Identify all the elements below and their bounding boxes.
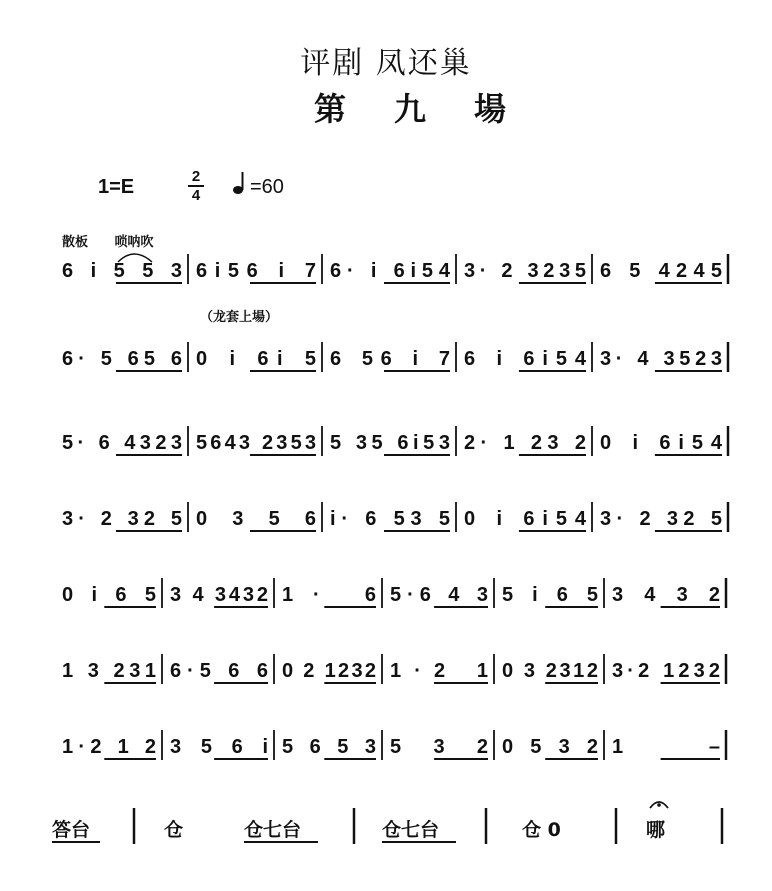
measure: 6 5 4245 [600,260,722,282]
time-signature-bottom: 4 [191,187,201,204]
key-signature: 1=E [98,176,135,198]
measure: 0 5 3 2 [502,736,598,758]
opera-title: 评剧 凤还巢 [300,46,472,81]
measure: 5 3 2 [390,736,488,758]
time-signature-top: 2 [191,168,201,185]
scene-title: 第九場 [313,90,554,128]
measure: 0 i 6i 5 [196,348,316,370]
percussion-pattern: 仓 0 [522,819,561,841]
measure: 3 4 3432 [170,584,268,606]
stage-direction: （龙套上場） [200,310,279,325]
fermata-dot [657,803,661,807]
measure: 3 5 6 i [170,736,268,758]
measure: i· 6 53 5 [330,508,450,530]
measure: 0 3 5 6 [196,508,316,530]
measure: 3 4 3 2 [612,584,720,606]
percussion-pattern: 答台 [52,819,91,841]
percussion-pattern: 仓七台 [382,819,440,841]
measure: 1·2 1 [390,660,488,682]
measure: 5643 2353 [196,432,316,454]
measure: 6·5 6 6 [170,660,268,682]
measure: 0 i 6i54 [464,508,586,530]
measure: 6 i 5 5 3 [62,260,182,282]
tempo-term: 散板 [62,235,89,250]
measure: 0 i 6i54 [600,432,722,454]
tempo-marking: =60 [250,176,284,198]
percussion-pattern: 仓 [164,819,184,841]
measure: 5 6 5 3 [282,736,376,758]
measure: 5 i 6 5 [502,584,598,606]
percussion-pattern: 哪 [646,819,666,841]
measure: 5 35 6i53 [330,432,450,454]
measure: 3· 4 3523 [600,348,722,370]
percussion-pattern: 仓七台 [244,819,302,841]
measure: 6· i 6i54 [330,260,450,282]
measure: 3· 2 3235 [464,260,586,282]
measure: 0 i 6 5 [62,584,156,606]
measure: 2· 1 23 2 [464,432,586,454]
measure: 0 3 2312 [502,660,598,682]
instrument-term: 唢呐吹 [114,235,154,250]
measure: 6i56 i 7 [196,260,316,282]
measure: 3·2 1232 [612,660,720,682]
measure: 1· 6 [282,584,376,606]
measure: 1 – [612,736,720,758]
measure: 0 2 1232 [282,660,376,682]
measure: 6 56 i 7 [330,348,450,370]
measure: 5·6 4 3 [390,584,488,606]
measure: 5· 6 4323 [62,432,182,454]
measure: 1·2 1 2 [62,736,156,758]
measure: 1 3 231 [62,660,156,682]
measure: 6 i 6i54 [464,348,586,370]
measure: 6· 5 65 6 [62,348,182,370]
measure: 3· 2 32 5 [62,508,182,530]
measure: 3· 2 32 5 [600,508,722,530]
